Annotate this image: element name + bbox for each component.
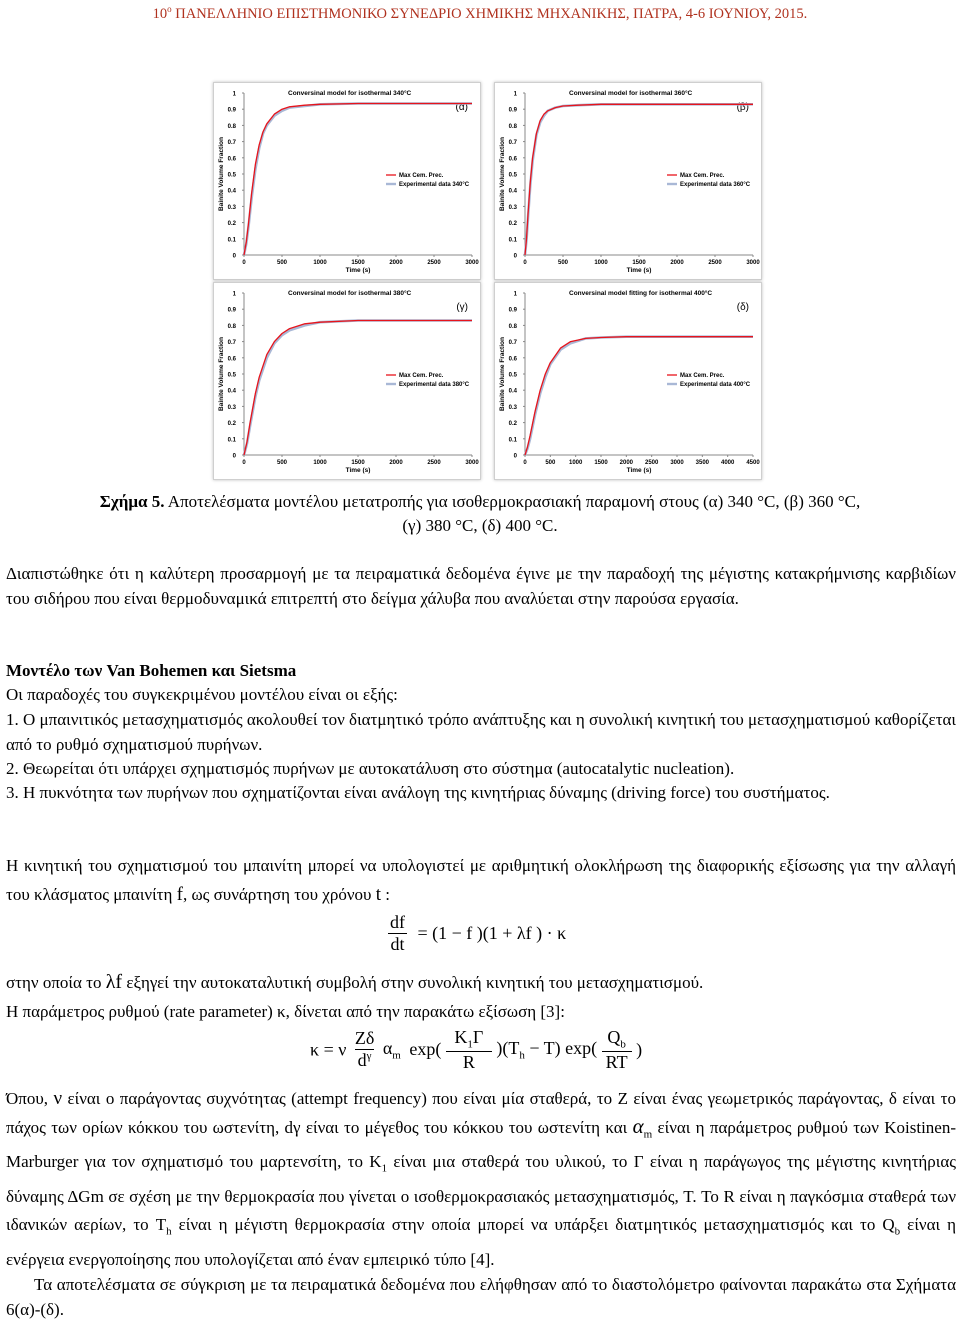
x-tick-label: 0 [242, 260, 246, 266]
eq2-lhs: κ = ν [310, 1039, 347, 1060]
assumption-1: 1. Ο μπαινιτικός μετασχηματισμός ακολουθεί τον διατμητικό τρόπο ανάπτυξης και η συνολική κινητική του μετασχηματισμού καθορίζεται από το ρυθμό σχηματισμού πυρήνων. [6, 710, 956, 754]
y-tick-label: 0.5 [227, 372, 236, 379]
y-tick-label: 0 [232, 453, 236, 460]
assumption-2: 2. Θεωρείται ότι υπάρχει σχηματισμός πυρήνων με αυτοκατάλυση στο σύστημα (autocatalytic nucleation). [6, 759, 735, 778]
x-axis-label: Time (s) [345, 467, 371, 474]
section-heading: Μοντέλο των Van Bohemen και Sietsma [6, 661, 297, 680]
header-text: ΠΑΝΕΛΛΗΝΙΟ ΕΠΙΣΤΗΜΟΝΙΚΟ ΣΥΝΕΔΡΙΟ ΧΗΜΙΚΗΣ ΜΗΧΑΝΙΚΗΣ, ΠΑΤΡΑ, 4-6 ΙΟΥΝΙΟΥ, 2015. [171, 5, 808, 22]
experimental-data-line [525, 104, 753, 255]
chart-title: Conversinal model fitting for isothermal 400°C [569, 290, 713, 297]
eq2-f1-den: d [357, 1050, 367, 1071]
y-tick-label: 0.7 [227, 140, 236, 147]
eq2-f2-num-sub: 1 [467, 1038, 473, 1051]
legend-experimental-label: Experimental data 360°C [680, 182, 751, 188]
symbol-alpha-sub: m [643, 1127, 653, 1140]
conference-header [0, 4, 960, 23]
x-tick-label: 1500 [632, 260, 646, 266]
eq2-f3-num-sub: b [620, 1038, 626, 1051]
x-tick-label: 500 [545, 460, 556, 466]
y-tick-label: 0.3 [508, 404, 517, 411]
paragraph-rate: Η παράμετρος ρυθμού (rate parameter) κ, δίνεται από την παρακάτω εξίσωση [3]: [6, 1002, 565, 1021]
legend-model-label: Max Cem. Prec. [399, 173, 444, 179]
x-tick-label: 1500 [351, 460, 365, 466]
lambda-text-b: εξηγεί την αυτοκαταλυτική συμβολή στην συνολική κινητική του μετασχηματισμού. [126, 973, 704, 992]
eq2-f3-num: Q [607, 1027, 621, 1047]
y-tick-label: 0.9 [227, 107, 236, 114]
symbol-alpha: α [632, 1113, 644, 1138]
eq2-alpha: α [382, 1038, 393, 1058]
k1-sub: 1 [381, 1162, 388, 1175]
y-tick-label: 0.7 [227, 340, 236, 347]
equation-1 [388, 912, 566, 955]
y-tick-label: 0.2 [227, 221, 236, 228]
chart-panel-b [494, 82, 762, 280]
x-tick-label: 500 [276, 460, 288, 466]
kinetics-text-b: , ως συνάρτηση του χρόνου [182, 885, 372, 904]
chart-panel-label: (γ) [456, 302, 468, 313]
chart-panel-d [494, 282, 762, 480]
eq2-close: ) [636, 1039, 643, 1060]
y-tick-label: 0.3 [508, 204, 517, 211]
y-tick-label: 0.5 [508, 372, 517, 379]
symbol-f: f [176, 884, 183, 905]
x-tick-label: 1500 [351, 260, 365, 266]
eq2-mid: )(T [496, 1038, 520, 1058]
symbol-nu: ν [53, 1088, 63, 1109]
eq2-f1-num: Zδ [354, 1028, 375, 1049]
eq2-mid2: − T) exp( [529, 1038, 598, 1058]
y-tick-label: 0.7 [508, 140, 517, 147]
y-tick-label: 0.1 [227, 437, 236, 444]
x-tick-label: 2000 [389, 260, 403, 266]
caption-line1: Αποτελέσματα μοντέλου μετατροπής για ισοθερμοκρασιακή παραμονή στους (α) 340 °C, (β) 360 °C, [164, 492, 861, 511]
assumption-3: 3. Η πυκνότητα των πυρήνων που σχηματίζονται είναι ανάλογη της κινητήριας δύναμης (driving force) του συστήματος. [6, 783, 830, 802]
y-tick-label: 0.1 [227, 237, 236, 244]
equation-2 [310, 1027, 642, 1073]
y-tick-label: 0.9 [508, 307, 517, 314]
y-tick-label: 0.6 [227, 356, 236, 363]
qb-sub: b [894, 1225, 901, 1238]
th-sub: h [166, 1225, 172, 1238]
chart-panel-a [213, 82, 481, 280]
chart-title: Conversinal model for isothermal 380°C [288, 290, 412, 297]
paragraph-kinetics [6, 851, 956, 909]
y-tick-label: 0.8 [508, 123, 517, 130]
y-tick-label: 0.4 [227, 188, 236, 195]
kinetics-text-c: : [385, 885, 390, 904]
x-axis-label: Time (s) [626, 267, 652, 274]
caption-label: Σχήμα 5. [99, 492, 165, 511]
x-tick-label: 0 [242, 460, 246, 466]
x-tick-label: 3000 [465, 260, 479, 266]
symbol-t: t [375, 884, 381, 905]
eq2-exp1: exp( [409, 1039, 442, 1060]
eq2-alpha-sub: m [392, 1049, 401, 1062]
paragraph-fit: Διαπιστώθηκε ότι η καλύτερη προσαρμογή με τα πειραματικά δεδομένα έγινε με την παραδοχή της μέγιστης κατακρήμνισης καρβιδίων του σιδήρου που είναι θερμοδυναμικά επιτρεπτή στο δείγμα χάλυβα που αναλύεται στην παρούσα εργασία. [6, 564, 956, 608]
y-axis-label: Bainite Volume Fraction [218, 337, 225, 411]
header-number: 10 [152, 5, 168, 22]
y-tick-label: 0 [513, 453, 517, 460]
y-tick-label: 1 [513, 291, 517, 298]
y-tick-label: 0.6 [508, 356, 517, 363]
x-tick-label: 1000 [568, 460, 583, 466]
x-tick-label: 2500 [427, 460, 441, 466]
chart-panel-label: (δ) [736, 302, 749, 313]
x-tick-label: 0 [523, 460, 527, 466]
y-tick-label: 0.6 [508, 156, 517, 163]
x-tick-label: 500 [557, 260, 569, 266]
x-tick-label: 0 [523, 260, 527, 266]
eq2-f2-num: K [454, 1027, 468, 1047]
section-intro: Οι παραδοχές του συγκεκριμένου μοντέλου είναι οι εξής: [6, 685, 398, 704]
x-tick-label: 2000 [389, 460, 403, 466]
model-line [525, 337, 753, 455]
experimental-data-line [525, 337, 753, 455]
x-tick-label: 500 [276, 260, 288, 266]
y-tick-label: 0 [232, 253, 236, 260]
y-tick-label: 0.2 [508, 421, 517, 428]
chart-title: Conversinal model for isothermal 340°C [288, 90, 412, 97]
chart-panel-c [213, 282, 481, 480]
x-tick-label: 3000 [465, 460, 479, 466]
legend-model-label: Max Cem. Prec. [680, 173, 725, 179]
x-tick-label: 2000 [670, 260, 684, 266]
x-tick-label: 3000 [746, 260, 760, 266]
paragraph-definitions [6, 1085, 956, 1273]
y-tick-label: 0.4 [508, 388, 517, 395]
chart-panel-label: (α) [455, 102, 468, 113]
symbol-lambda-f: λf [105, 971, 123, 993]
eq1-denominator: dt [390, 934, 405, 954]
legend-experimental-label: Experimental data 340°C [399, 182, 470, 188]
y-tick-label: 0.4 [227, 388, 236, 395]
eq2-f1-sup: γ [366, 1050, 372, 1063]
y-tick-label: 0.8 [508, 323, 517, 330]
y-tick-label: 0.2 [227, 421, 236, 428]
legend-model-label: Max Cem. Prec. [399, 373, 444, 379]
eq2-f3-den: RT [605, 1051, 628, 1072]
x-tick-label: 1000 [313, 260, 327, 266]
chart-d-svg [495, 283, 761, 479]
y-tick-label: 0.5 [508, 172, 517, 179]
x-tick-label: 3000 [670, 460, 684, 466]
y-axis-label: Bainite Volume Fraction [499, 137, 506, 211]
x-tick-label: 1000 [594, 260, 608, 266]
caption-line2: (γ) 380 °C, (δ) 400 °C. [402, 516, 558, 535]
chart-title: Conversinal model for isothermal 360°C [569, 90, 693, 97]
x-tick-label: 4000 [720, 460, 735, 466]
eq1-numerator: df [390, 912, 405, 932]
x-tick-label: 2500 [644, 460, 659, 466]
x-tick-label: 1500 [594, 460, 608, 466]
lambda-text-a: στην οποία το [6, 973, 102, 992]
eq2-f2-den: R [462, 1051, 475, 1072]
y-tick-label: 0.1 [508, 437, 517, 444]
x-axis-label: Time (s) [345, 267, 371, 274]
model-line [525, 104, 753, 255]
y-tick-label: 1 [232, 91, 236, 98]
chart-b-svg [495, 83, 761, 279]
eq2-f2-num2: Γ [472, 1027, 484, 1047]
y-tick-label: 0.8 [227, 123, 236, 130]
y-axis-label: Bainite Volume Fraction [499, 337, 506, 411]
y-tick-label: 1 [513, 91, 517, 98]
paragraph-lambda [6, 970, 956, 996]
figure-caption [10, 490, 950, 538]
x-tick-label: 2000 [619, 460, 634, 466]
x-tick-label: 2500 [708, 260, 722, 266]
legend-experimental-label: Experimental data 380°C [399, 382, 470, 388]
kinetics-text-a: Η κινητική του σχηματισμού του μπαινίτη μπορεί να υπολογιστεί με αριθμητική ολοκλήρωση της διαφορικής εξίσωσης για την αλλαγή του κλάσματος μπαινίτη [6, 856, 956, 904]
x-tick-label: 4500 [746, 460, 760, 466]
x-tick-label: 2500 [427, 260, 441, 266]
y-tick-label: 1 [232, 291, 236, 298]
y-tick-label: 0 [513, 253, 517, 260]
legend-experimental-label: Experimental data 400°C [680, 382, 751, 388]
y-tick-label: 0.3 [227, 404, 236, 411]
defs-text-d: είναι μια σταθερά του υλικού, το Γ είναι η παράγωγος της μέγιστης κινητήριας δύναμης ΔGm σε σχέση με την θερμοκρασία που γίνεται ο ισοθερμοκρασιακός μετασχηματισμός, T. Το R είναι η παγκόσμια σταθερά των ιδανικών αερίων, το T [6, 1152, 956, 1234]
y-tick-label: 0.3 [227, 204, 236, 211]
chart-c-svg [214, 283, 480, 479]
y-tick-label: 0.8 [227, 323, 236, 330]
x-axis-label: Time (s) [626, 467, 652, 474]
y-tick-label: 0.9 [227, 307, 236, 314]
eq2-mid-sub: h [519, 1049, 525, 1062]
y-tick-label: 0.9 [508, 107, 517, 114]
eq1-rhs: = (1 − f )(1 + λf ) · κ [417, 923, 567, 943]
defs-text-c: είναι η παράμετρος ρυθμού των Koistinen-Marburger για τον σχηματισμό του μαρτενσίτη, το K [6, 1117, 957, 1172]
defs-text-e: είναι η μέγιστη θερμοκρασία στην οποία μπορεί να υπάρξει διατμητικός μετασχηματισμός και το Q [171, 1214, 895, 1234]
y-tick-label: 0.7 [508, 340, 517, 347]
x-tick-label: 1000 [313, 460, 327, 466]
paragraph-results: Τα αποτελέσματα σε σύγκριση με τα πειραματικά δεδομένα που ελήφθησαν από το διαστολόμετρο φαίνονται παρακάτω στα Σχήματα 6(α)-(δ). [6, 1275, 956, 1319]
defs-text-f: είναι η ενέργεια ενεργοποίησης που υπολογίζεται από έναν εμπειρικό τύπο [4]. [6, 1214, 956, 1269]
chart-panel-label: (β) [736, 102, 749, 113]
x-tick-label: 3500 [695, 460, 710, 466]
model-line [244, 104, 472, 256]
y-tick-label: 0.1 [508, 237, 517, 244]
y-tick-label: 0.6 [227, 156, 236, 163]
y-tick-label: 0.2 [508, 221, 517, 228]
y-axis-label: Bainite Volume Fraction [218, 137, 225, 211]
legend-model-label: Max Cem. Prec. [680, 373, 725, 379]
defs-text-a: Όπου, [6, 1089, 49, 1108]
experimental-data-line [244, 104, 472, 256]
chart-a-svg [214, 83, 480, 279]
header-sup: ο [167, 4, 172, 14]
defs-text-b: είναι ο παράγοντας συχνότητας (attempt frequency) που είναι μία σταθερά, το Z είναι ένας γεωμετρικός παράγοντας, δ είναι το πάχος των ορίων κόκκου του ωστενίτη, dγ είναι το μέγεθος του κόκκου του ωστενίτη και [6, 1089, 956, 1137]
y-tick-label: 0.4 [508, 188, 517, 195]
y-tick-label: 0.5 [227, 172, 236, 179]
